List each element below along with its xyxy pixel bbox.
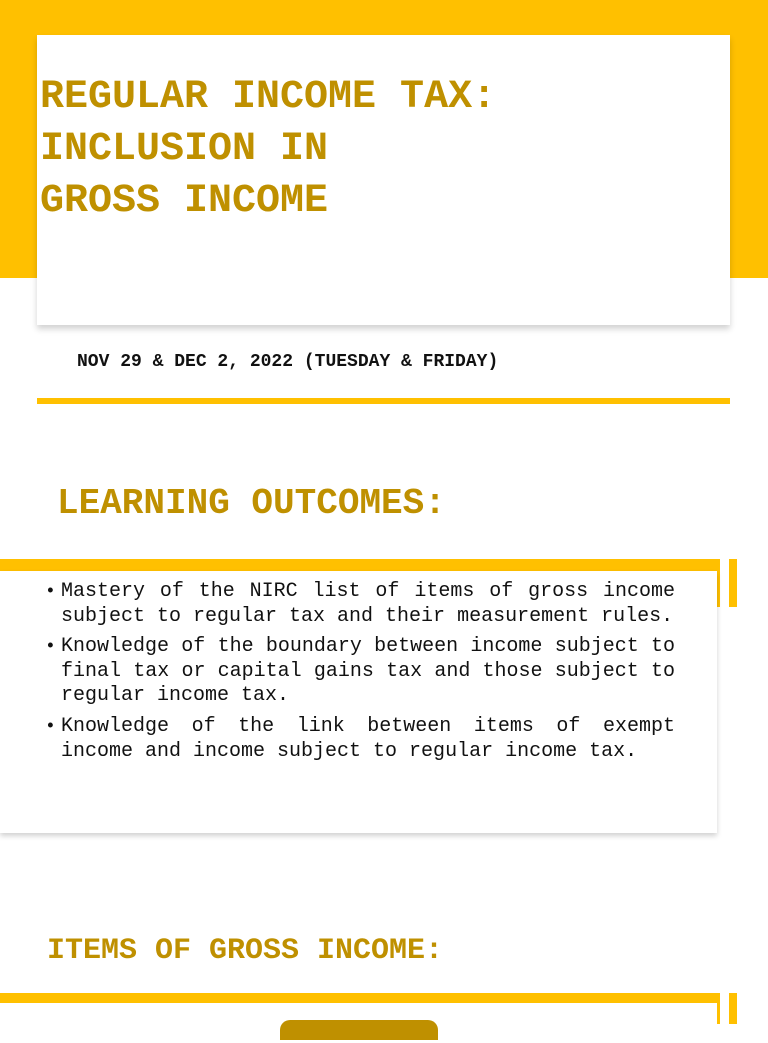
date-divider — [37, 398, 730, 404]
bullet-icon: • — [45, 582, 56, 602]
outcomes-card — [0, 571, 717, 833]
slide-date: NOV 29 & DEC 2, 2022 (TUESDAY & FRIDAY) — [77, 352, 499, 372]
list-item — [45, 635, 675, 709]
items-accent-bar — [729, 993, 737, 1024]
bullet-icon: • — [45, 637, 56, 658]
title-line-3: GROSS INCOME — [40, 179, 329, 224]
outcomes-list — [45, 580, 675, 770]
outcomes-accent-bar — [729, 559, 737, 607]
list-item — [45, 580, 675, 629]
slide-title — [40, 72, 496, 228]
title-line-1: REGULAR INCOME TAX: — [40, 75, 497, 120]
bullet-icon: • — [45, 716, 56, 737]
items-of-gross-income-heading: ITEMS OF GROSS INCOME: — [47, 934, 444, 968]
item-pill-shape — [280, 1020, 438, 1040]
outcome-text: Knowledge of the boundary between income subject to final tax or capital gains tax and those subject to regular income tax. — [61, 635, 675, 708]
outcome-text: Knowledge of the link between items of exempt income and income subject to regular income tax. — [61, 714, 675, 763]
title-line-2: INCLUSION IN — [40, 127, 329, 172]
items-card — [0, 1003, 717, 1043]
list-item — [45, 715, 675, 764]
outcome-text: Mastery of the NIRC list of items of gross income subject to regular tax and their measurement rules. — [61, 580, 675, 628]
learning-outcomes-heading: LEARNING OUTCOMES: — [57, 483, 446, 524]
